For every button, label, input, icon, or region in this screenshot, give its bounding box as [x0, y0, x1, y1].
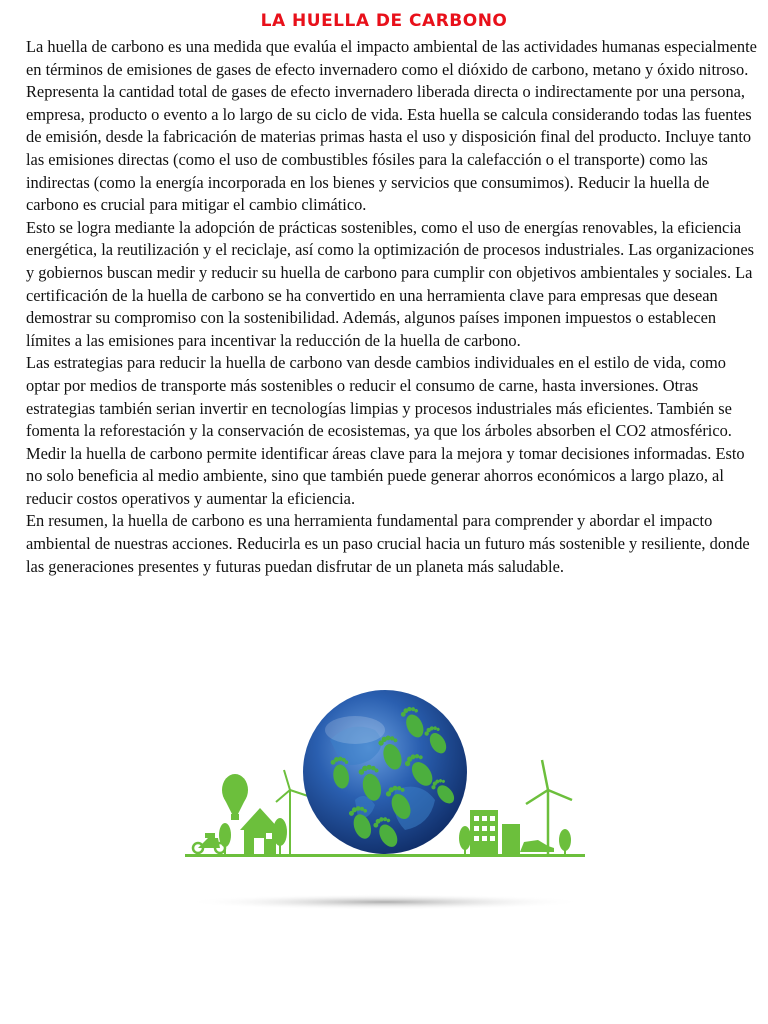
document-body [26, 36, 758, 578]
paragraph: La huella de carbono es una medida que evalúa el impacto ambiental de las actividades humanas especialmente en términos de emisiones de gases de efecto invernadero como el dióxido de carbono, metano y óxido nitroso. Representa la cantidad total de gases de efecto invernadero liberada directa o indirectamente por una persona, empresa, producto o evento a lo largo de su ciclo de vida. Esta huella se calcula considerando todas las fuentes de emisión, desde la fabricación de materias primas hasta el uso y disposición final del producto. Incluye tanto las emisiones directas (como el uso de combustibles fósiles para la calefacción o el transporte) como las indirectas (como la energía incorporada en los bienes y servicios que consumimos). Reducir la huella de carbono es crucial para mitigar el cambio climático. [26, 37, 757, 215]
paragraph: Las estrategias para reducir la huella de carbono van desde cambios individuales en el estilo de vida, como optar por medios de transporte más sostenibles o reducir el consumo de carne, hasta inversiones. Otras estrategias también serian invertir en tecnologías limpias y procesos industriales más eficientes. También se fomenta la reforestación y la conservación de ecosistemas, ya que los árboles absorben el CO2 atmosférico. Medir la huella de carbono permite identificar áreas clave para la mejora y tomar decisiones informadas. Esto no solo beneficia al medio ambiente, sino que también puede generar ahorros económicos a largo plazo, al reducir costos operativos y aumentar la eficiencia. [26, 353, 745, 508]
paragraph: Esto se logra mediante la adopción de prácticas sostenibles, como el uso de energías renovables, la eficiencia energética, la reutilización y el reciclaje, así como la optimización de procesos industriales. Las organizaciones y gobiernos buscan medir y reducir su huella de carbono para cumplir con objetivos ambientales y sociales. La certificación de la huella de carbono se ha convertido en una herramienta clave para empresas que desean demostrar su compromiso con la sostenibilidad. Además, algunos países imponen impuestos o establecen límites a las emisiones para incentivar la reducción de la huella de carbono. [26, 217, 755, 350]
earth-footprints-icon [180, 690, 590, 920]
paragraph: En resumen, la huella de carbono es una herramienta fundamental para comprender y abordar el impacto ambiental de nuestras acciones. Reducirla es un paso crucial hacia un futuro más sostenible y resiliente, donde las generaciones presentes y futuras puedan disfrutar de un planeta más saludable. [26, 511, 750, 576]
document-title: LA HUELLA DE CARBONO [260, 11, 508, 31]
